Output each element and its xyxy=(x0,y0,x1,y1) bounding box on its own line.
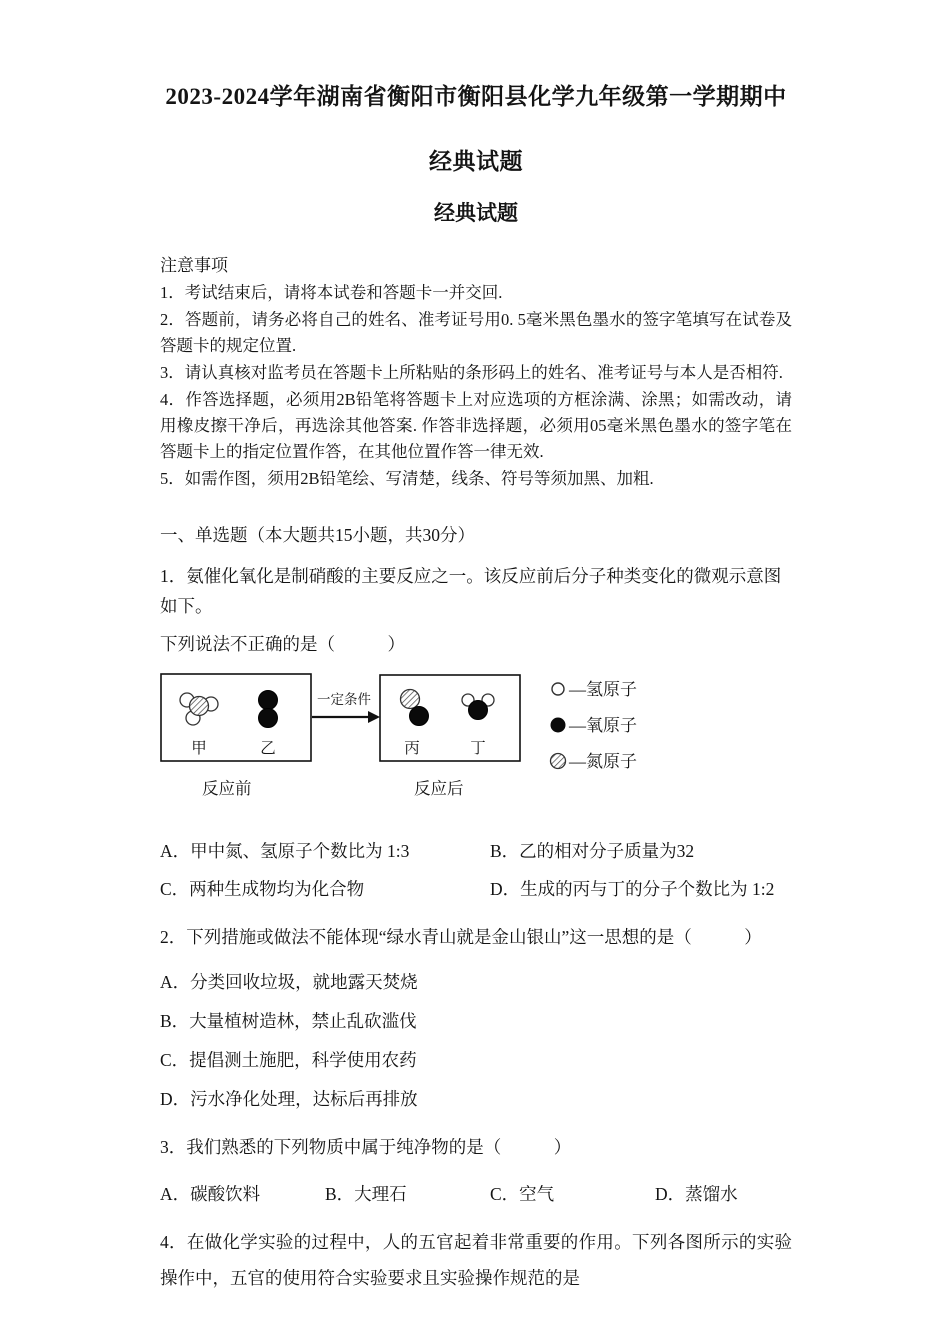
legend-oxygen xyxy=(548,711,637,736)
nitrogen-atom-icon xyxy=(548,750,568,770)
q3-option-a: A．碳酸饮料 xyxy=(160,1184,261,1204)
question-1-text: 1．氨催化氧化是制硝酸的主要反应之一。该反应前后分子种类变化的微观示意图如下。 xyxy=(160,566,782,616)
label-yi: 乙 xyxy=(260,740,276,757)
q1-option-c: C．两种生成物均为化合物 xyxy=(160,879,365,899)
legend-nitrogen-label: —氮原子 xyxy=(569,752,637,771)
question-1-text-2: 下列说法不正确的是（ ） xyxy=(160,634,405,654)
q3-option-b: B．大理石 xyxy=(325,1184,407,1204)
reaction-arrow-head xyxy=(368,711,380,723)
q3-option-d: D．蒸馏水 xyxy=(655,1184,738,1204)
q1-option-a: A．甲中氮、氢原子个数比为 1:3 xyxy=(160,841,410,861)
q3-option-c: C．空气 xyxy=(490,1184,555,1204)
molecule-jia-nh3-icon xyxy=(180,693,218,725)
reaction-condition-label: 一定条件 xyxy=(317,692,371,707)
oxygen-atom-icon xyxy=(548,714,568,734)
exam-subtitle: 经典试题 xyxy=(434,201,518,225)
question-1 xyxy=(160,561,792,901)
question-3-text: 3．我们熟悉的下列物质中属于纯净物的是（ ） xyxy=(160,1137,572,1157)
notice-item-1: 1．考试结束后，请将本试卷和答题卡一并交回. xyxy=(160,283,503,302)
question-2-text: 2．下列措施或做法不能体现“绿水青山就是金山银山”这一思想的是（ ） xyxy=(160,927,762,947)
label-jia: 甲 xyxy=(191,740,207,757)
notice-item-3: 3．请认真核对监考员在答题卡上所粘贴的条形码上的姓名、准考证号与本人是否相符. xyxy=(160,363,783,382)
q1-diagram-boxes xyxy=(160,673,528,798)
question-3 xyxy=(160,1129,792,1206)
q2-option-a: A．分类回收垃圾，就地露天焚烧 xyxy=(160,972,418,992)
question-4-text: 4．在做化学实验的过程中，人的五官起着非常重要的作用。下列各图所示的实验操作中，五官的使用符合实验要求且实验操作规范的是 xyxy=(160,1232,792,1288)
legend-oxygen-label: —氧原子 xyxy=(569,716,637,735)
question-4 xyxy=(160,1224,792,1296)
molecule-bing-no-icon xyxy=(401,690,429,726)
question-2-options xyxy=(160,969,792,1111)
molecule-yi-o2-icon xyxy=(259,691,278,728)
q2-option-b: B．大量植树造林，禁止乱砍滥伐 xyxy=(160,1011,417,1031)
question-2 xyxy=(160,919,792,1111)
question-1-options xyxy=(160,838,792,901)
label-bing: 丙 xyxy=(404,740,420,757)
q1-option-d: D．生成的丙与丁的分子个数比为 1:2 xyxy=(490,879,775,899)
reaction-stage-labels xyxy=(160,768,528,798)
q2-option-d: D．污水净化处理，达标后再排放 xyxy=(160,1089,418,1109)
notice-heading: 注意事项 xyxy=(160,256,228,275)
molecule-ding-h2o-icon xyxy=(462,694,494,720)
notice-item-2: 2．答题前，请务必将自己的姓名、准考证号用0. 5毫米黑色墨水的签字笔填写在试卷及答题卡的规定位置. xyxy=(160,310,792,355)
q2-option-c: C．提倡测土施肥，科学使用农药 xyxy=(160,1050,417,1070)
atom-legend xyxy=(548,675,637,772)
products-box xyxy=(380,675,520,761)
exam-title-line2: 经典试题 xyxy=(429,149,523,174)
q1-option-b: B．乙的相对分子质量为32 xyxy=(490,841,695,861)
reaction-diagram-svg xyxy=(160,673,528,763)
before-reaction-label: 反应前 xyxy=(202,779,252,798)
question-3-options xyxy=(160,1181,792,1206)
notice-section xyxy=(160,253,792,492)
after-reaction-label: 反应后 xyxy=(414,779,464,798)
legend-nitrogen xyxy=(548,747,637,772)
label-ding: 丁 xyxy=(470,740,486,757)
notice-item-4: 4．作答选择题，必须用2B铅笔将答题卡上对应选项的方框涂满、涂黑；如需改动，请用橡皮擦干净后，再选涂其他答案. 作答非选择题，必须用05毫米黑色墨水的签字笔在答题卡上的指定位置作答，在其他位置作答一律无效. xyxy=(160,390,792,461)
exam-title-line1: 2023-2024学年湖南省衡阳市衡阳县化学九年级第一学期期中 xyxy=(165,84,787,109)
notice-item-5: 5．如需作图，须用2B铅笔绘、写清楚，线条、符号等须加黑、加粗. xyxy=(160,469,654,488)
section-heading: 一、单选题（本大题共15小题，共30分） xyxy=(160,525,475,545)
legend-hydrogen-label: —氢原子 xyxy=(569,680,637,699)
legend-hydrogen xyxy=(548,675,637,700)
q1-reaction-diagram xyxy=(160,673,792,798)
hydrogen-atom-icon xyxy=(548,678,568,698)
reactants-box xyxy=(161,674,311,761)
